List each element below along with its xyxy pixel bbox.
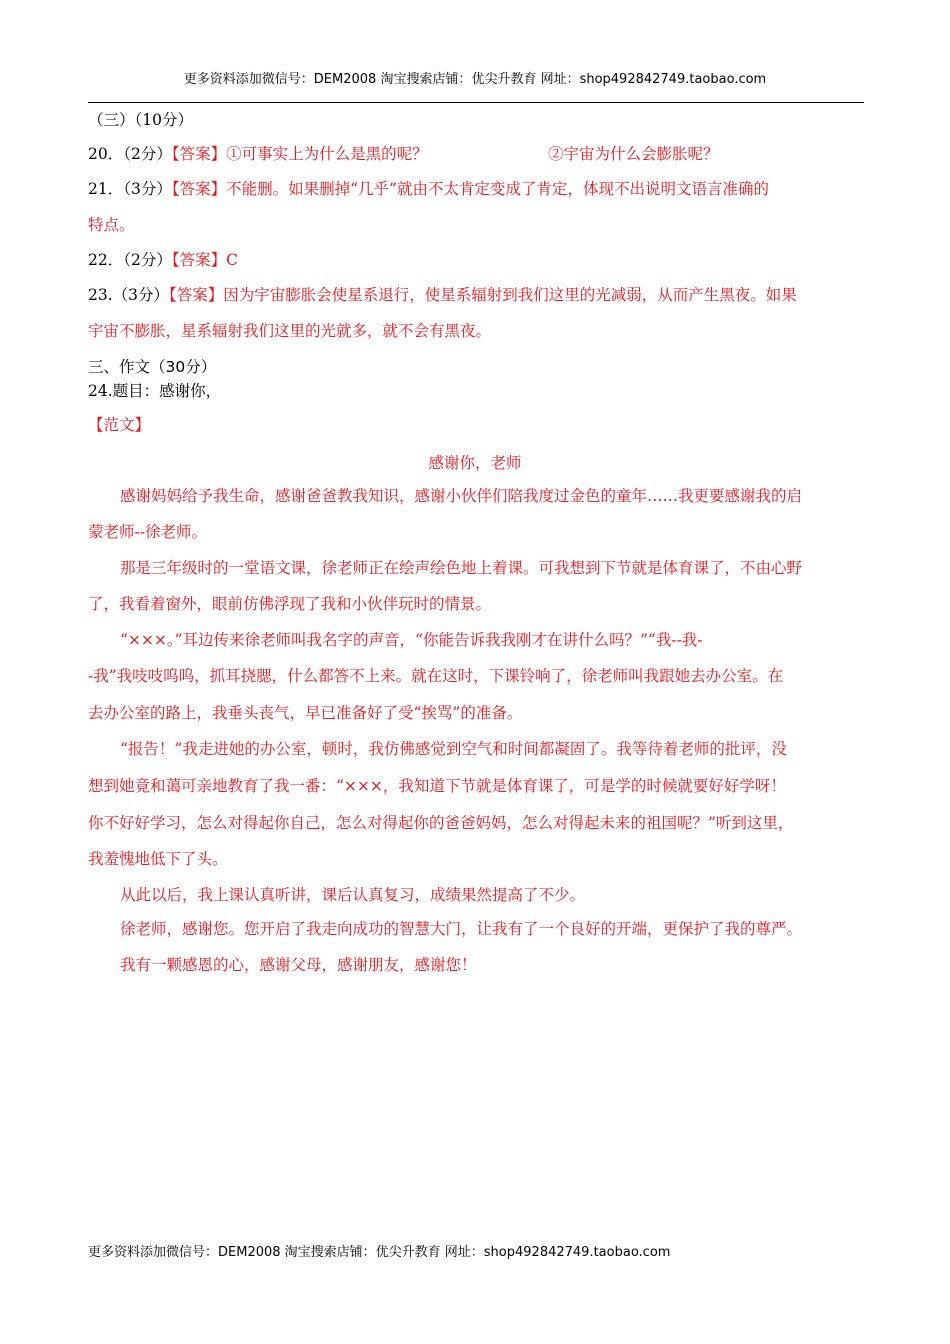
essay-line: 想到她竟和蔼可亲地教育了我一番：“×××，我知道下节就是体育课了，可是学的时候就要好好学呀！ <box>88 777 786 795</box>
essay-line: 我羞愧地低下了头。 <box>88 850 228 868</box>
essay-line: 蒙老师--徐老师。 <box>88 523 207 541</box>
section-subheading: （三）（10分） <box>88 111 193 129</box>
q23-answer-line-1: 因为宇宙膨胀会使星系退行，使星系辐射到我们这里的光减弱，从而产生黑夜。如果 <box>223 286 797 304</box>
essay-line: 去办公室的路上，我垂头丧气，早已准备好了受“挨骂”的准备。 <box>88 704 523 722</box>
question-22 <box>88 250 238 270</box>
q20-answer-1: ①可事实上为什么是黑的呢？ <box>226 145 428 163</box>
q21-answer-line-2: 特点。 <box>88 216 135 234</box>
q20-prefix: 20．（2分） <box>88 145 172 163</box>
q22-answer-label: 【答案】 <box>171 251 227 269</box>
essay-line: 我有一颗感恩的心，感谢父母，感谢朋友，感谢您！ <box>120 956 477 974</box>
essay-line: 感谢妈妈给予我生命，感谢爸爸教我知识，感谢小伙伴们陪我度过金色的童年……我更要感谢我的启 <box>120 487 803 505</box>
essay-line: 你不好好学习，怎么对得起你自己，怎么对得起你的爸爸妈妈，怎么对得起未来的祖国呢？”听到这里， <box>88 814 794 832</box>
q21-prefix: 21．（3分） <box>88 180 172 198</box>
header-divider <box>88 102 864 103</box>
q21-answer-label: 【答案】 <box>171 180 227 198</box>
essay-line: “×××。”耳边传来徐老师叫我名字的声音，“你能告诉我我刚才在讲什么吗？”“我--我- <box>120 631 703 649</box>
q21-answer-line-1: 不能删。如果删掉“几乎”就由不太肯定变成了肯定，体现不出说明文语言准确的 <box>226 180 769 198</box>
question-20 <box>88 144 428 164</box>
q23-prefix: 23.（3分） <box>88 286 170 304</box>
q20-answer-2: ②宇宙为什么会膨胀呢？ <box>548 145 719 163</box>
essay-line: -我”我吱吱呜呜，抓耳挠腮，什么都答不上来。就在这时，下课铃响了，徐老师叫我跟她去办公室。在 <box>88 667 784 685</box>
essay-line: 了，我看着窗外，眼前仿佛浮现了我和小伙伴玩时的情景。 <box>88 595 492 613</box>
essay-line: “报告！”我走进她的办公室，顿时，我仿佛感觉到空气和时间都凝固了。我等待着老师的批评，没 <box>120 740 787 758</box>
model-essay-label: 【范文】 <box>88 416 151 434</box>
question-23 <box>88 285 797 305</box>
essay-line: 从此以后，我上课认真听讲，课后认真复习，成绩果然提高了不少。 <box>120 886 586 904</box>
question-24: 24.题目：感谢你， <box>88 382 222 400</box>
q22-prefix: 22．（2分） <box>88 251 172 269</box>
page-footer: 更多资料添加微信号：DEM2008 淘宝搜索店铺：优尖升教育 网址：shop492842749.taobao.com <box>88 1245 671 1260</box>
essay-line: 那是三年级时的一堂语文课，徐老师正在绘声绘色地上着课。可我想到下节就是体育课了，不由心野 <box>120 559 803 577</box>
page-header: 更多资料添加微信号：DEM2008 淘宝搜索店铺：优尖升教育 网址：shop492842749.taobao.com <box>183 72 767 87</box>
q22-answer: C <box>226 251 238 269</box>
section-writing-heading: 三、作文（30分） <box>88 358 217 376</box>
q23-answer-label: 【答案】 <box>169 286 224 304</box>
essay-title: 感谢你，老师 <box>428 454 522 472</box>
essay-line: 徐老师，感谢您。您开启了我走向成功的智慧大门，让我有了一个良好的开端，更保护了我的尊严。 <box>120 920 803 938</box>
q20-answer-label: 【答案】 <box>171 145 227 163</box>
q23-answer-line-2: 宇宙不膨胀，星系辐射我们这里的光就多，就不会有黑夜。 <box>88 322 492 340</box>
question-21 <box>88 179 769 199</box>
